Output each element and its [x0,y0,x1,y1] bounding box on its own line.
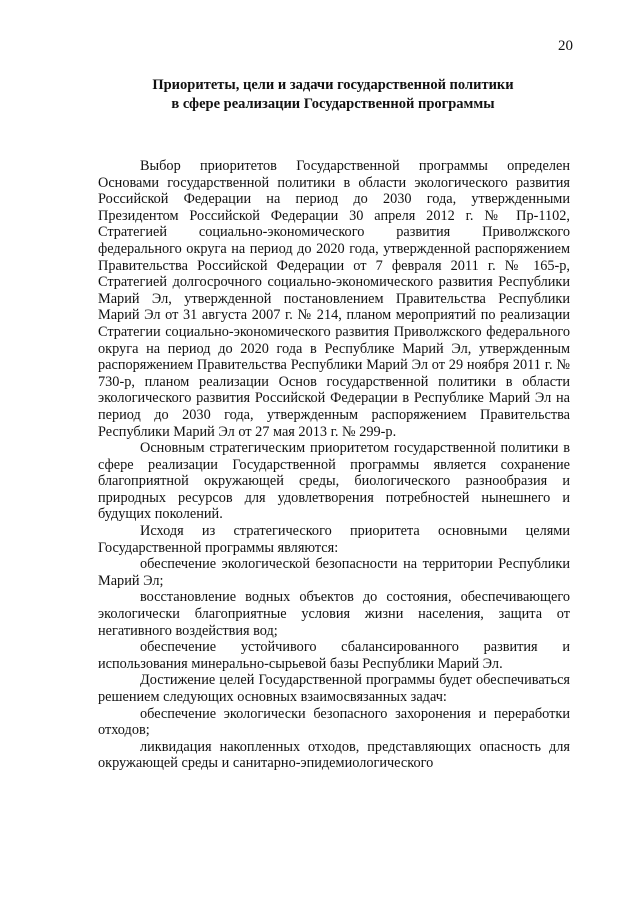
document-body [98,158,570,772]
paragraph-goal-water-restoration: восстановление водных объектов до состояния, обеспечивающего экологически благоприятные условия жизни населения, защита от негативного воздействия вод; [98,589,570,639]
paragraph-task-accumulated-waste: ликвидация накопленных отходов, представляющих опасность для окружающей среды и санитарно-эпидемиологического [98,738,570,772]
paragraph-goals-intro: Исходя из стратегического приоритета основными целями Государственной программы являются: [98,523,570,556]
paragraph-priorities-basis: Выбор приоритетов Государственной программы определен Основами государственной политики в области экологического развития Российской Федерации на период до 2030 года, утвержденными Президентом Российской Федерации 30 апреля 2012 г. № Пр-1102, Стратегией социально-экономического развития Приволжского федерального округа на период до 2020 года, утвержденной распоряжением Правительства Российской Федерации от 7 февраля 2011 г. № 165-р, Стратегией долгосрочного социально-экономического развития Республики Марий Эл, утвержденной постановлением Правительства Республики Марий Эл от 31 августа 2007 г. № 214, планом мероприятий по реализации Стратегии социально-экономического развития Приволжского федерального округа на период до 2020 года в Республике Марий Эл, утвержденным распоряжением Правительства Республики Марий Эл от 29 ноября 2011 г. № 730-р, планом реализации Основ государственной политики в области экологического развития Российской Федерации в Республике Марий Эл на период до 2030 года, утвержденным распоряжением Правительства Республики Марий Эл от 27 мая 2013 г. № 299-р. [98,158,570,440]
paragraph-task-waste-disposal: обеспечение экологически безопасного захоронения и переработки отходов; [98,705,570,739]
paragraph-goal-ecological-safety: обеспечение экологической безопасности на территории Республики Марий Эл; [98,556,570,589]
section-title-line-2: в сфере реализации Государственной программы [171,96,495,112]
paragraph-main-priority: Основным стратегическим приоритетом государственной политики в сфере реализации Государственной программы является сохранение благоприятной окружающей среды, биологического разнообразия и природных ресурсов для удовлетворения потребностей нынешнего и будущих поколений. [98,440,570,523]
section-title-line-1: Приоритеты, цели и задачи государственной политики [152,77,514,93]
page-number: 20 [558,38,573,54]
paragraph-tasks-intro: Достижение целей Государственной программы будет обеспечиваться решением следующих основных взаимосвязанных задач: [98,672,570,705]
section-title [96,76,570,114]
paragraph-goal-mineral-base: обеспечение устойчивого сбалансированного развития и использования минерально-сырьевой базы Республики Марий Эл. [98,639,570,672]
